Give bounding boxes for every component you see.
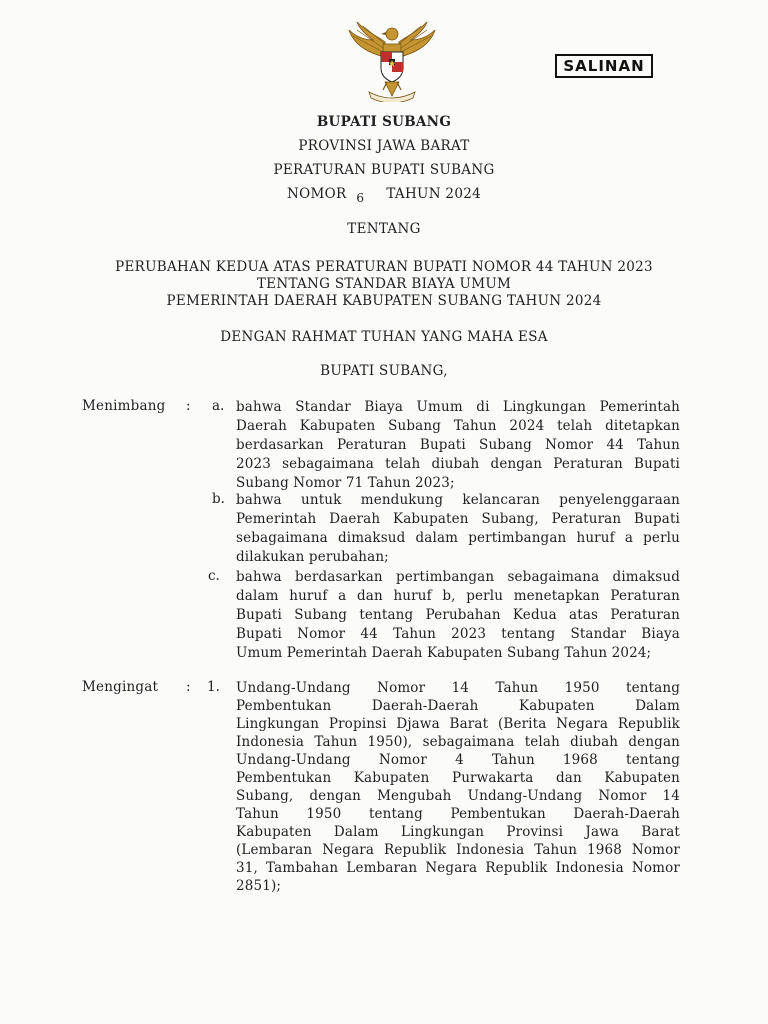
regulation-title: PERATURAN BUPATI SUBANG (273, 162, 495, 178)
text-line: bahwa Standar Biaya Umum di Lingkungan Pemerintah (236, 399, 680, 415)
text-line: 2851); (236, 878, 282, 894)
text-line: Pembentukan Daerah-Daerah Kabupaten Dalam (236, 698, 680, 714)
text-line: sebagaimana dimaksud dalam pertimbangan huruf a perlu (236, 530, 680, 546)
text-line: Bupati Nomor 44 Tahun 2023 tentang Standar Biaya (236, 626, 680, 642)
menimbang-item-c (236, 568, 680, 663)
text-line: dalam huruf a dan huruf b, perlu menetapkan Peraturan (236, 588, 680, 604)
text-line: 2023 sebagaimana telah diubah dengan Peraturan Bupati (236, 456, 680, 472)
addressee-line: BUPATI SUBANG, (320, 363, 448, 379)
text-line: Indonesia Tahun 1950), sebagaimana telah diubah dengan (236, 734, 680, 750)
year-label: TAHUN 2024 (386, 186, 481, 202)
subject-line-1: PERUBAHAN KEDUA ATAS PERATURAN BUPATI NOMOR 44 TAHUN 2023 (115, 259, 653, 275)
text-line: bahwa untuk mendukung kelancaran penyelenggaraan (236, 492, 680, 508)
number-value: 6 (356, 191, 365, 205)
garuda-emblem-icon (343, 18, 441, 102)
text-line: Subang Nomor 71 Tahun 2023; (236, 475, 455, 491)
about-heading: TENTANG (347, 221, 421, 237)
subject-line-2: TENTANG STANDAR BIAYA UMUM (256, 276, 512, 292)
salinan-badge: SALINAN (555, 54, 653, 78)
mengingat-item-1-mark: 1. (207, 679, 220, 695)
text-line: 31, Tambahan Lembaran Negara Republik Indonesia Nomor (236, 860, 680, 876)
text-line: Bupati Subang tentang Perubahan Kedua atas Peraturan (236, 607, 680, 623)
menimbang-item-b (236, 491, 680, 567)
mengingat-colon: : (186, 679, 191, 695)
text-line: Lingkungan Propinsi Djawa Barat (Berita Negara Republik (236, 716, 680, 732)
text-line: Kabupaten Dalam Lingkungan Provinsi Jawa Barat (236, 824, 680, 840)
menimbang-item-a (236, 398, 680, 493)
mengingat-label: Mengingat (82, 679, 159, 695)
text-line: Subang, dengan Mengubah Undang-Undang Nomor 14 (236, 788, 680, 804)
text-line: bahwa berdasarkan pertimbangan sebagaimana dimaksud (236, 569, 680, 585)
menimbang-item-b-mark: b. (212, 491, 225, 507)
number-label: NOMOR (286, 186, 347, 202)
menimbang-label: Menimbang (82, 398, 166, 414)
text-line: Daerah Kabupaten Subang Tahun 2024 telah ditetapkan (236, 418, 680, 434)
menimbang-colon: : (186, 398, 191, 414)
text-line: berdasarkan Peraturan Bupati Subang Nomor 44 Tahun (236, 437, 680, 453)
text-line: Pemerintah Daerah Kabupaten Subang, Peraturan Bupati (236, 511, 680, 527)
office-title: BUPATI SUBANG (316, 114, 452, 130)
text-line: Pembentukan Kabupaten Purwakarta dan Kabupaten (236, 770, 680, 786)
menimbang-item-a-mark: a. (212, 398, 225, 414)
menimbang-item-c-mark: c. (208, 568, 220, 584)
text-line: Undang-Undang Nomor 14 Tahun 1950 tentang (236, 680, 680, 696)
text-line: Umum Pemerintah Daerah Kabupaten Subang Tahun 2024; (236, 645, 652, 661)
province-title: PROVINSI JAWA BARAT (298, 138, 470, 154)
text-line: Undang-Undang Nomor 4 Tahun 1968 tentang (236, 752, 680, 768)
text-line: dilakukan perubahan; (236, 549, 389, 565)
blessing-line: DENGAN RAHMAT TUHAN YANG MAHA ESA (220, 329, 548, 345)
mengingat-item-1 (236, 679, 680, 895)
text-line: (Lembaran Negara Republik Indonesia Tahun 1968 Nomor (236, 842, 680, 858)
regulation-number (0, 186, 768, 205)
text-line: Tahun 1950 tentang Pembentukan Daerah-Daerah (236, 806, 680, 822)
subject-line-3: PEMERINTAH DAERAH KABUPATEN SUBANG TAHUN 2024 (166, 293, 602, 309)
